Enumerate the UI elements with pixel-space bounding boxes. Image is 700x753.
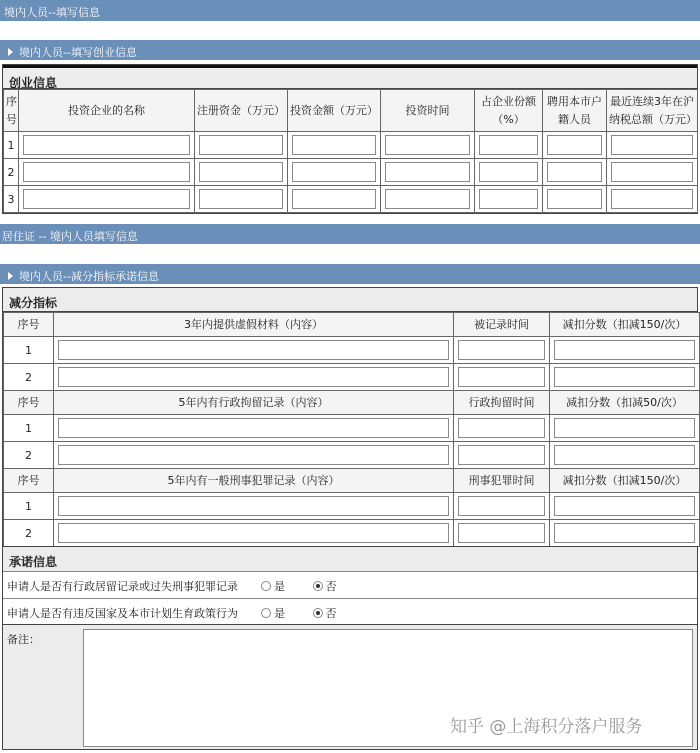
score-input[interactable] <box>554 418 695 438</box>
deduction-info-bar <box>0 264 700 284</box>
content-input[interactable] <box>58 340 449 360</box>
table-row <box>4 493 700 520</box>
deduction-header-row <box>4 391 700 415</box>
score-input[interactable] <box>554 445 695 465</box>
company-name-input[interactable] <box>23 135 190 155</box>
col-criminal: 5年内有一般刑事犯罪记录（内容） <box>54 469 454 493</box>
table-row <box>4 520 700 547</box>
registered-capital-input[interactable] <box>199 162 283 182</box>
radio-yes[interactable] <box>261 581 271 591</box>
promise-radio-group <box>261 605 337 621</box>
table-row <box>4 415 700 442</box>
table-row <box>4 159 698 186</box>
time-input[interactable] <box>458 496 545 516</box>
promise-item-detention <box>3 571 697 598</box>
radio-no-selected[interactable] <box>313 608 323 618</box>
share-input[interactable] <box>479 189 538 209</box>
deduction-table <box>3 312 700 547</box>
company-name-input[interactable] <box>23 189 190 209</box>
score-input[interactable] <box>554 496 695 516</box>
registered-capital-input[interactable] <box>199 189 283 209</box>
radio-no-label: 否 <box>325 580 337 593</box>
col-false-material: 3年内提供虚假材料（内容） <box>54 313 454 337</box>
business-header-row <box>4 90 698 132</box>
table-row <box>4 364 700 391</box>
col-investment-amount: 投资金额（万元） <box>288 90 381 132</box>
time-input[interactable] <box>458 418 545 438</box>
row-number: 2 <box>4 520 54 547</box>
promise-item-label: 申请人是否有违反国家及本市计划生育政策行为 <box>7 607 238 620</box>
investment-amount-input[interactable] <box>292 162 376 182</box>
deduction-title: 减分指标 <box>3 288 697 312</box>
radio-no-selected[interactable] <box>313 581 323 591</box>
promise-section <box>2 546 698 626</box>
row-number: 1 <box>4 337 54 364</box>
tax-total-input[interactable] <box>611 135 693 155</box>
registered-capital-input[interactable] <box>199 135 283 155</box>
watermark: 知乎 @上海积分落户服务 <box>450 717 643 737</box>
business-info-title: 创业信息 <box>3 65 697 89</box>
triangle-right-icon <box>8 48 13 56</box>
investment-amount-input[interactable] <box>292 189 376 209</box>
score-input[interactable] <box>554 367 695 387</box>
share-input[interactable] <box>479 135 538 155</box>
share-input[interactable] <box>479 162 538 182</box>
col-company-name: 投资企业的名称 <box>19 90 195 132</box>
tax-total-input[interactable] <box>611 189 693 209</box>
time-input[interactable] <box>458 367 545 387</box>
top-header-bar: 境内人员--填写信息 <box>0 0 700 21</box>
col-seq: 序号 <box>4 313 54 337</box>
col-deduct-score: 减扣分数（扣减50/次） <box>550 391 700 415</box>
table-row <box>4 337 700 364</box>
col-investment-time: 投资时间 <box>381 90 475 132</box>
residence-permit-bar: 居住证 -- 境内人员填写信息 <box>0 224 700 244</box>
row-number: 2 <box>4 159 19 186</box>
col-registered-capital: 注册资金（万元） <box>195 90 288 132</box>
row-number: 2 <box>4 364 54 391</box>
content-input[interactable] <box>58 523 449 543</box>
col-deduct-score: 减扣分数（扣减150/次） <box>550 313 700 337</box>
deduction-info-bar-label: 境内人员--减分指标承诺信息 <box>19 270 159 283</box>
col-record-time: 被记录时间 <box>454 313 550 337</box>
row-number: 1 <box>4 493 54 520</box>
local-hires-input[interactable] <box>547 189 602 209</box>
col-share: 占企业份额（%） <box>475 90 543 132</box>
time-input[interactable] <box>458 340 545 360</box>
investment-time-input[interactable] <box>385 162 470 182</box>
col-detention-time: 行政拘留时间 <box>454 391 550 415</box>
row-number: 2 <box>4 442 54 469</box>
table-row <box>4 442 700 469</box>
investment-amount-input[interactable] <box>292 135 376 155</box>
content-input[interactable] <box>58 496 449 516</box>
time-input[interactable] <box>458 445 545 465</box>
col-seq: 序号 <box>4 469 54 493</box>
deduction-header-row <box>4 313 700 337</box>
row-number: 1 <box>4 415 54 442</box>
tax-total-input[interactable] <box>611 162 693 182</box>
radio-yes-label: 是 <box>274 580 285 593</box>
radio-no-label: 否 <box>325 607 337 620</box>
promise-title: 承诺信息 <box>3 547 697 571</box>
local-hires-input[interactable] <box>547 135 602 155</box>
business-info-table <box>3 89 698 213</box>
table-row <box>4 186 698 213</box>
deduction-header-row <box>4 469 700 493</box>
col-local-hires: 聘用本市户籍人员 <box>543 90 607 132</box>
content-input[interactable] <box>58 445 449 465</box>
row-number: 1 <box>4 132 19 159</box>
business-info-bar-label: 境内人员--填写创业信息 <box>19 46 137 59</box>
col-detention: 5年内有行政拘留记录（内容） <box>54 391 454 415</box>
content-input[interactable] <box>58 367 449 387</box>
promise-radio-group <box>261 578 337 594</box>
radio-yes[interactable] <box>261 608 271 618</box>
col-deduct-score: 减扣分数（扣减150/次） <box>550 469 700 493</box>
col-seq: 序号 <box>4 90 19 132</box>
content-input[interactable] <box>58 418 449 438</box>
time-input[interactable] <box>458 523 545 543</box>
triangle-right-icon <box>8 272 13 280</box>
radio-yes-label: 是 <box>274 607 285 620</box>
business-info-bar <box>0 40 700 60</box>
deduction-section <box>2 287 698 548</box>
col-seq: 序号 <box>4 391 54 415</box>
investment-time-input[interactable] <box>385 135 470 155</box>
business-info-section <box>2 64 698 214</box>
promise-item-label: 申请人是否有行政居留记录或过失刑事犯罪记录 <box>7 580 238 593</box>
investment-time-input[interactable] <box>385 189 470 209</box>
promise-item-family-planning <box>3 598 697 625</box>
remark-label: 备注： <box>7 633 40 646</box>
table-row <box>4 132 698 159</box>
company-name-input[interactable] <box>23 162 190 182</box>
score-input[interactable] <box>554 340 695 360</box>
score-input[interactable] <box>554 523 695 543</box>
local-hires-input[interactable] <box>547 162 602 182</box>
row-number: 3 <box>4 186 19 213</box>
col-tax-total: 最近连续3年在沪纳税总额（万元） <box>607 90 698 132</box>
col-criminal-time: 刑事犯罪时间 <box>454 469 550 493</box>
